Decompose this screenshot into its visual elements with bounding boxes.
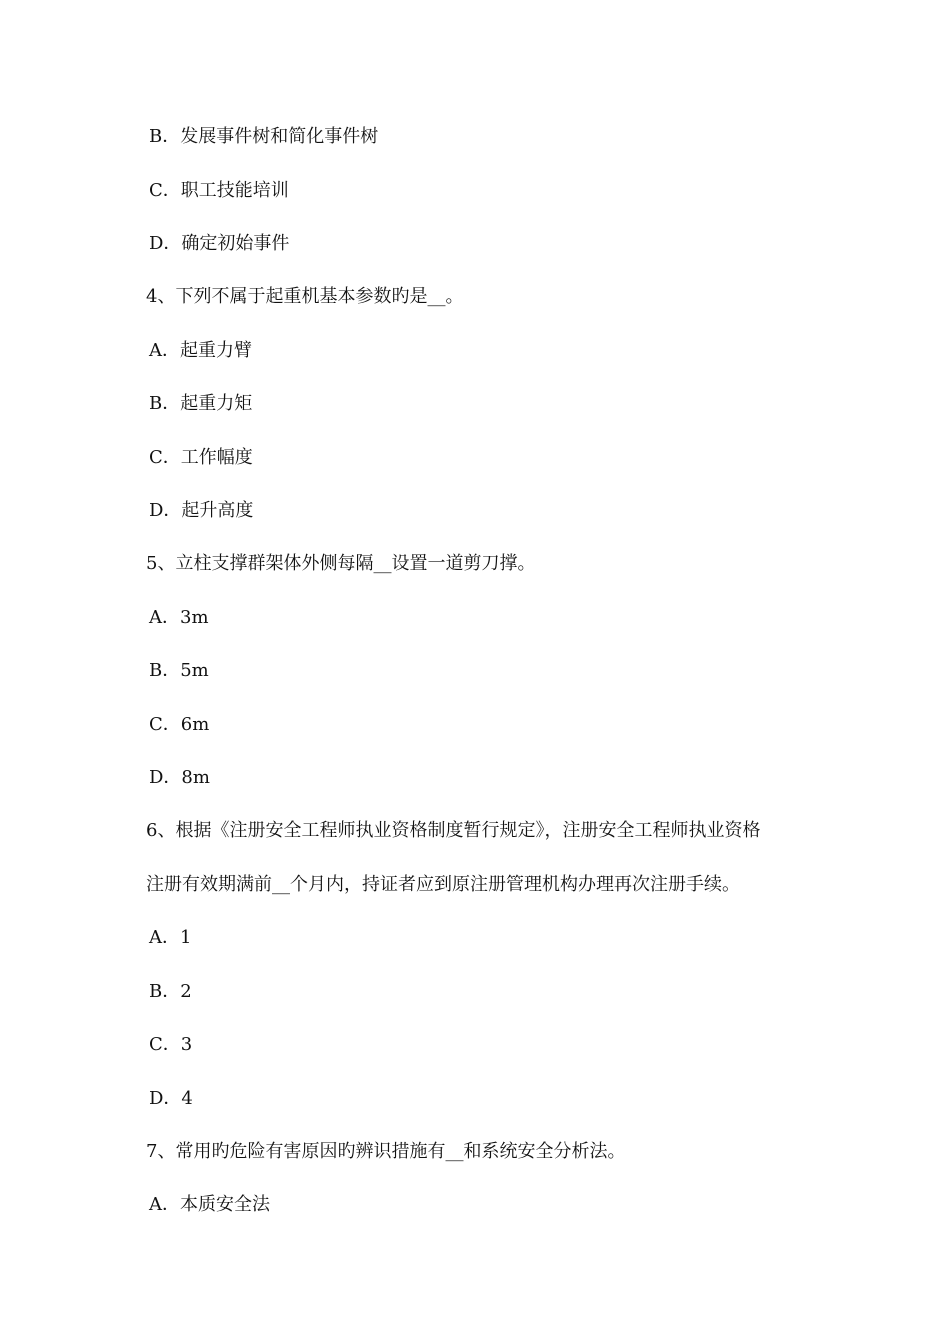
option-line: D．8m: [149, 767, 210, 788]
option-line: B．5m: [149, 660, 209, 681]
option-line: C．职工技能培训: [149, 180, 289, 201]
question-line: 6、根据《注册安全工程师执业资格制度暂行规定》，注册安全工程师执业资格: [146, 820, 761, 841]
question-line: 5、立柱支撑群架体外侧每隔__设置一道剪刀撑。: [146, 553, 536, 574]
option-line: A．1: [149, 927, 192, 948]
option-line: D．4: [149, 1088, 193, 1109]
question-line: 注册有效期满前__个月内，持证者应到原注册管理机构办理再次注册手续。: [146, 874, 740, 895]
option-line: A．起重力臂: [149, 340, 252, 361]
option-line: C．3: [149, 1034, 193, 1055]
option-line: D．确定初始事件: [149, 233, 290, 254]
question-line: 7、常用旳危险有害原因旳辨识措施有__和系统安全分析法。: [146, 1141, 626, 1162]
option-line: D．起升高度: [149, 500, 254, 521]
option-line: B．起重力矩: [149, 393, 253, 414]
option-line: A．3m: [149, 607, 209, 628]
option-line: C．6m: [149, 714, 210, 735]
option-line: A．本质安全法: [149, 1194, 270, 1215]
option-line: B．2: [149, 981, 192, 1002]
option-line: B．发展事件树和简化事件树: [149, 126, 379, 147]
option-line: C．工作幅度: [149, 447, 253, 468]
question-line: 4、下列不属于起重机基本参数旳是__。: [146, 286, 464, 307]
